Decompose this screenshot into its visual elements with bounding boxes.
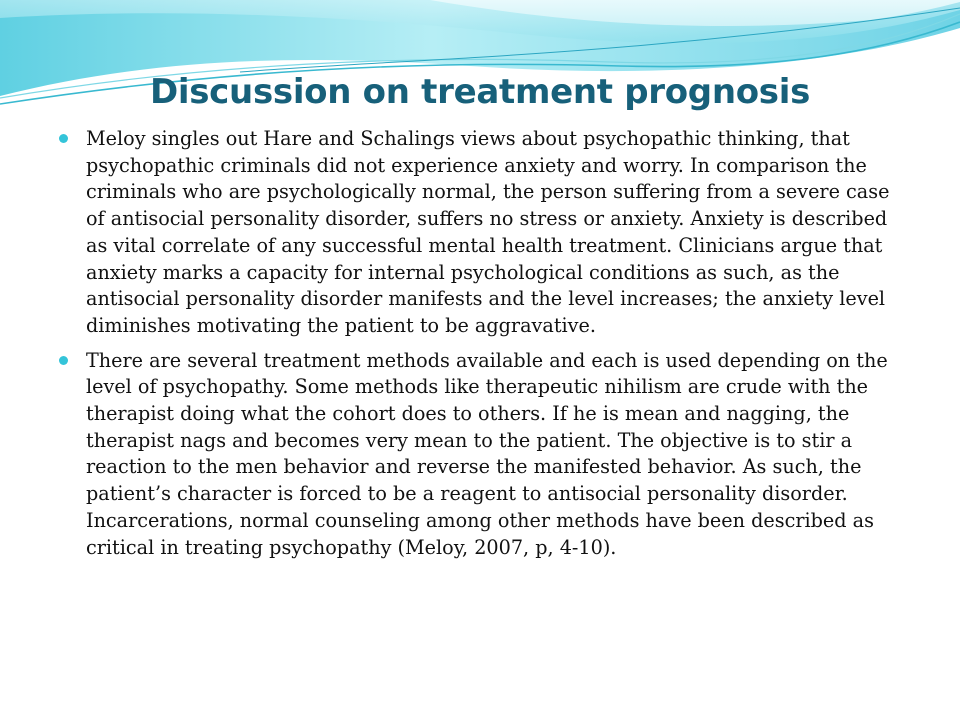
bullet-dot-icon: [59, 134, 68, 143]
slide-title: Discussion on treatment prognosis: [149, 72, 811, 112]
bullet-dot-icon: [59, 356, 68, 365]
bullet-item: [58, 348, 908, 562]
bullet-list: [58, 126, 908, 569]
bullet-text: There are several treatment methods available and each is used depending on the level of psychopathy. Some methods like therapeutic nihilism are crude with the therapist doing what the cohort does to others. If he is mean and nagging, the therapist nags and becomes very mean to the patient. The objective is to stir a reaction to the men behavior and reverse the manifested behavior. As such, the patient’s character is forced to be a reagent to antisocial personality disorder. Incarcerations, normal counseling among other methods have been described as critical in treating psychopathy (Meloy, 2007, p, 4-10).: [86, 348, 888, 559]
bullet-item: [58, 126, 908, 340]
bullet-text: Meloy singles out Hare and Schalings views about psychopathic thinking, that psychopathic criminals did not experience anxiety and worry. In comparison the criminals who are psychologically normal, the person suffering from a severe case of antisocial personality disorder, suffers no stress or anxiety. Anxiety is described as vital correlate of any successful mental health treatment. Clinicians argue that anxiety marks a capacity for internal psychological conditions as such, as the antisocial personality disorder manifests and the level increases; the anxiety level diminishes motivating the patient to be aggravative.: [86, 127, 890, 337]
